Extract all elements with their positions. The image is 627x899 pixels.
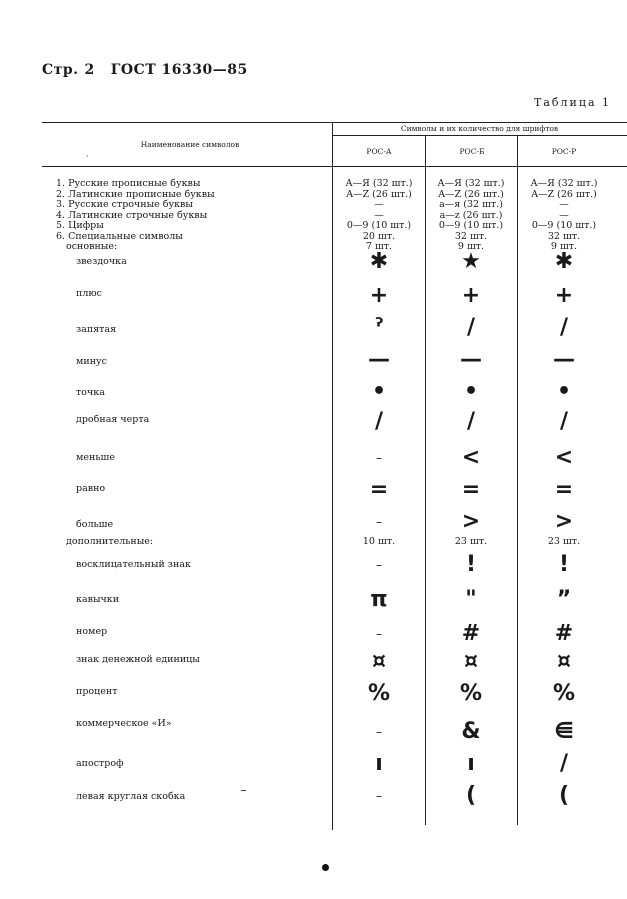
symbol-glyph: > [554, 509, 574, 534]
symbol-glyph: • [556, 379, 572, 404]
symbol-glyph: + [461, 283, 481, 308]
category-value: — [374, 199, 384, 210]
symbol-glyph: ı [467, 751, 475, 776]
symbol-glyph: & [461, 719, 481, 744]
stray-mark: · [86, 152, 89, 161]
symbol-name: апостроф [76, 758, 124, 769]
group-header-rule [332, 135, 627, 136]
symbol-glyph: ¤ [557, 649, 571, 674]
symbol-glyph: — [368, 347, 390, 372]
symbol-name: номер [76, 626, 108, 637]
symbol-glyph: # [461, 621, 481, 646]
stray-mark [241, 790, 246, 791]
additional-label: дополнительные: [66, 536, 154, 547]
symbol-glyph: – [376, 789, 382, 803]
category-label: 5. Цифры [56, 220, 104, 231]
symbol-glyph: % [367, 681, 391, 706]
category-value: 20 шт. [362, 230, 396, 242]
symbol-glyph: ⋹ [554, 719, 574, 744]
symbol-glyph: % [459, 681, 483, 706]
category-value: 9 шт. [550, 241, 578, 252]
category-value: A—Z (26 шт.) [438, 188, 504, 200]
symbol-glyph: = [369, 477, 389, 502]
table-top-rule [42, 122, 627, 123]
page-number: 2 [84, 62, 95, 78]
symbol-glyph: > [461, 509, 481, 534]
category-label: 3. Русские строчные буквы [56, 199, 193, 210]
symbol-glyph: + [369, 283, 389, 308]
font-header-ros-r: РОС-Р [551, 147, 577, 156]
symbol-glyph: π [370, 587, 388, 612]
name-column-header: Наименование символов [140, 140, 240, 149]
category-label: основные: [66, 241, 118, 252]
category-label: 4. Латинские строчные буквы [56, 209, 208, 221]
symbol-glyph: ✱ [554, 249, 574, 274]
category-label: 1. Русские прописные буквы [56, 178, 201, 189]
category-value: 0—9 (10 шт.) [438, 220, 504, 231]
table-label: Таблица 1 [534, 96, 611, 109]
category-value: A—Z (26 шт.) [531, 188, 597, 200]
symbol-name: плюс [76, 288, 102, 299]
symbol-name: дробная черта [76, 414, 150, 425]
additional-count-ros-a: 10 шт. [362, 536, 396, 547]
category-value: 9 шт. [457, 241, 485, 252]
category-value: а—я (32 шт.) [439, 199, 503, 210]
symbol-name: процент [76, 686, 118, 697]
symbol-glyph: – [376, 515, 382, 529]
category-label: 6. Специальные символы [56, 230, 183, 242]
symbol-glyph: – [376, 451, 382, 465]
symbol-name: восклицательный знак [76, 559, 191, 570]
symbol-glyph: – [376, 725, 382, 739]
additional-count-ros-b: 23 шт. [454, 536, 488, 547]
symbol-glyph: = [554, 477, 574, 502]
symbol-glyph: / [466, 315, 476, 340]
symbol-glyph: ! [558, 552, 570, 577]
symbol-name: больше [76, 519, 114, 530]
symbol-name: минус [76, 356, 107, 367]
symbol-glyph: " [465, 587, 477, 612]
symbol-glyph: • [371, 379, 387, 404]
symbol-glyph: – [376, 558, 382, 572]
symbol-glyph: — [553, 347, 575, 372]
standard-number: ГОСТ 16330—85 [110, 62, 248, 78]
symbol-glyph: / [559, 751, 569, 776]
font-header-ros-b: РОС-Б [459, 147, 485, 156]
symbol-glyph: — [460, 347, 482, 372]
symbol-glyph: • [463, 379, 479, 404]
page-header [42, 62, 248, 78]
symbol-glyph: ı [375, 751, 383, 776]
page-mark [322, 864, 329, 871]
category-value: А—Я (32 шт.) [345, 178, 413, 189]
category-value: 32 шт. [454, 230, 488, 242]
symbol-glyph: / [466, 409, 476, 434]
symbol-glyph: / [559, 315, 569, 340]
symbol-glyph: < [554, 445, 574, 470]
symbol-name: запятая [76, 324, 117, 335]
category-value: А—Я (32 шт.) [530, 178, 598, 189]
symbol-glyph: # [554, 621, 574, 646]
category-value: 32 шт. [547, 230, 581, 242]
symbol-name: знак денежной единицы [76, 654, 200, 665]
symbol-glyph: ✱ [369, 249, 389, 274]
category-label: 2. Латинские прописные буквы [56, 188, 215, 200]
symbol-glyph: = [461, 477, 481, 502]
symbol-glyph: – [376, 627, 382, 641]
symbol-name: коммерческое «И» [76, 718, 172, 729]
symbol-glyph: ” [556, 587, 572, 612]
symbol-name: левая круглая скобка [76, 791, 186, 802]
symbol-name: меньше [76, 452, 115, 463]
symbol-name: равно [76, 483, 106, 494]
category-value: 0—9 (10 шт.) [346, 220, 412, 231]
category-value: А—Я (32 шт.) [437, 178, 505, 189]
symbol-glyph: + [554, 283, 574, 308]
font-header-ros-a: РОС-А [366, 147, 392, 156]
category-value: a—z (26 шт.) [439, 209, 503, 221]
symbol-glyph: / [374, 409, 384, 434]
symbol-name: точка [76, 387, 105, 398]
symbol-glyph: ( [558, 783, 570, 808]
font-group-header: Символы и их количество для шрифтов [400, 124, 559, 133]
category-value: 7 шт. [365, 241, 393, 252]
category-value: — [374, 209, 384, 221]
category-value: 0—9 (10 шт.) [531, 220, 597, 231]
symbol-glyph: ! [465, 552, 477, 577]
symbol-glyph: ( [465, 783, 477, 808]
symbol-glyph: ¤ [464, 649, 478, 674]
category-value: A—Z (26 шт.) [346, 188, 412, 200]
header-bottom-rule [42, 166, 627, 167]
category-value: — [559, 199, 569, 210]
symbol-glyph: ˀ [375, 315, 383, 340]
symbol-name: звездочка [76, 256, 127, 267]
symbol-glyph: ¤ [372, 649, 386, 674]
additional-count-ros-r: 23 шт. [547, 536, 581, 547]
symbol-glyph: % [552, 681, 576, 706]
symbol-glyph: < [461, 445, 481, 470]
symbol-glyph: ★ [461, 249, 481, 274]
category-value: — [559, 209, 569, 221]
symbol-name: кавычки [76, 594, 120, 605]
page-prefix: Стр. [42, 62, 79, 78]
symbol-glyph: / [559, 409, 569, 434]
